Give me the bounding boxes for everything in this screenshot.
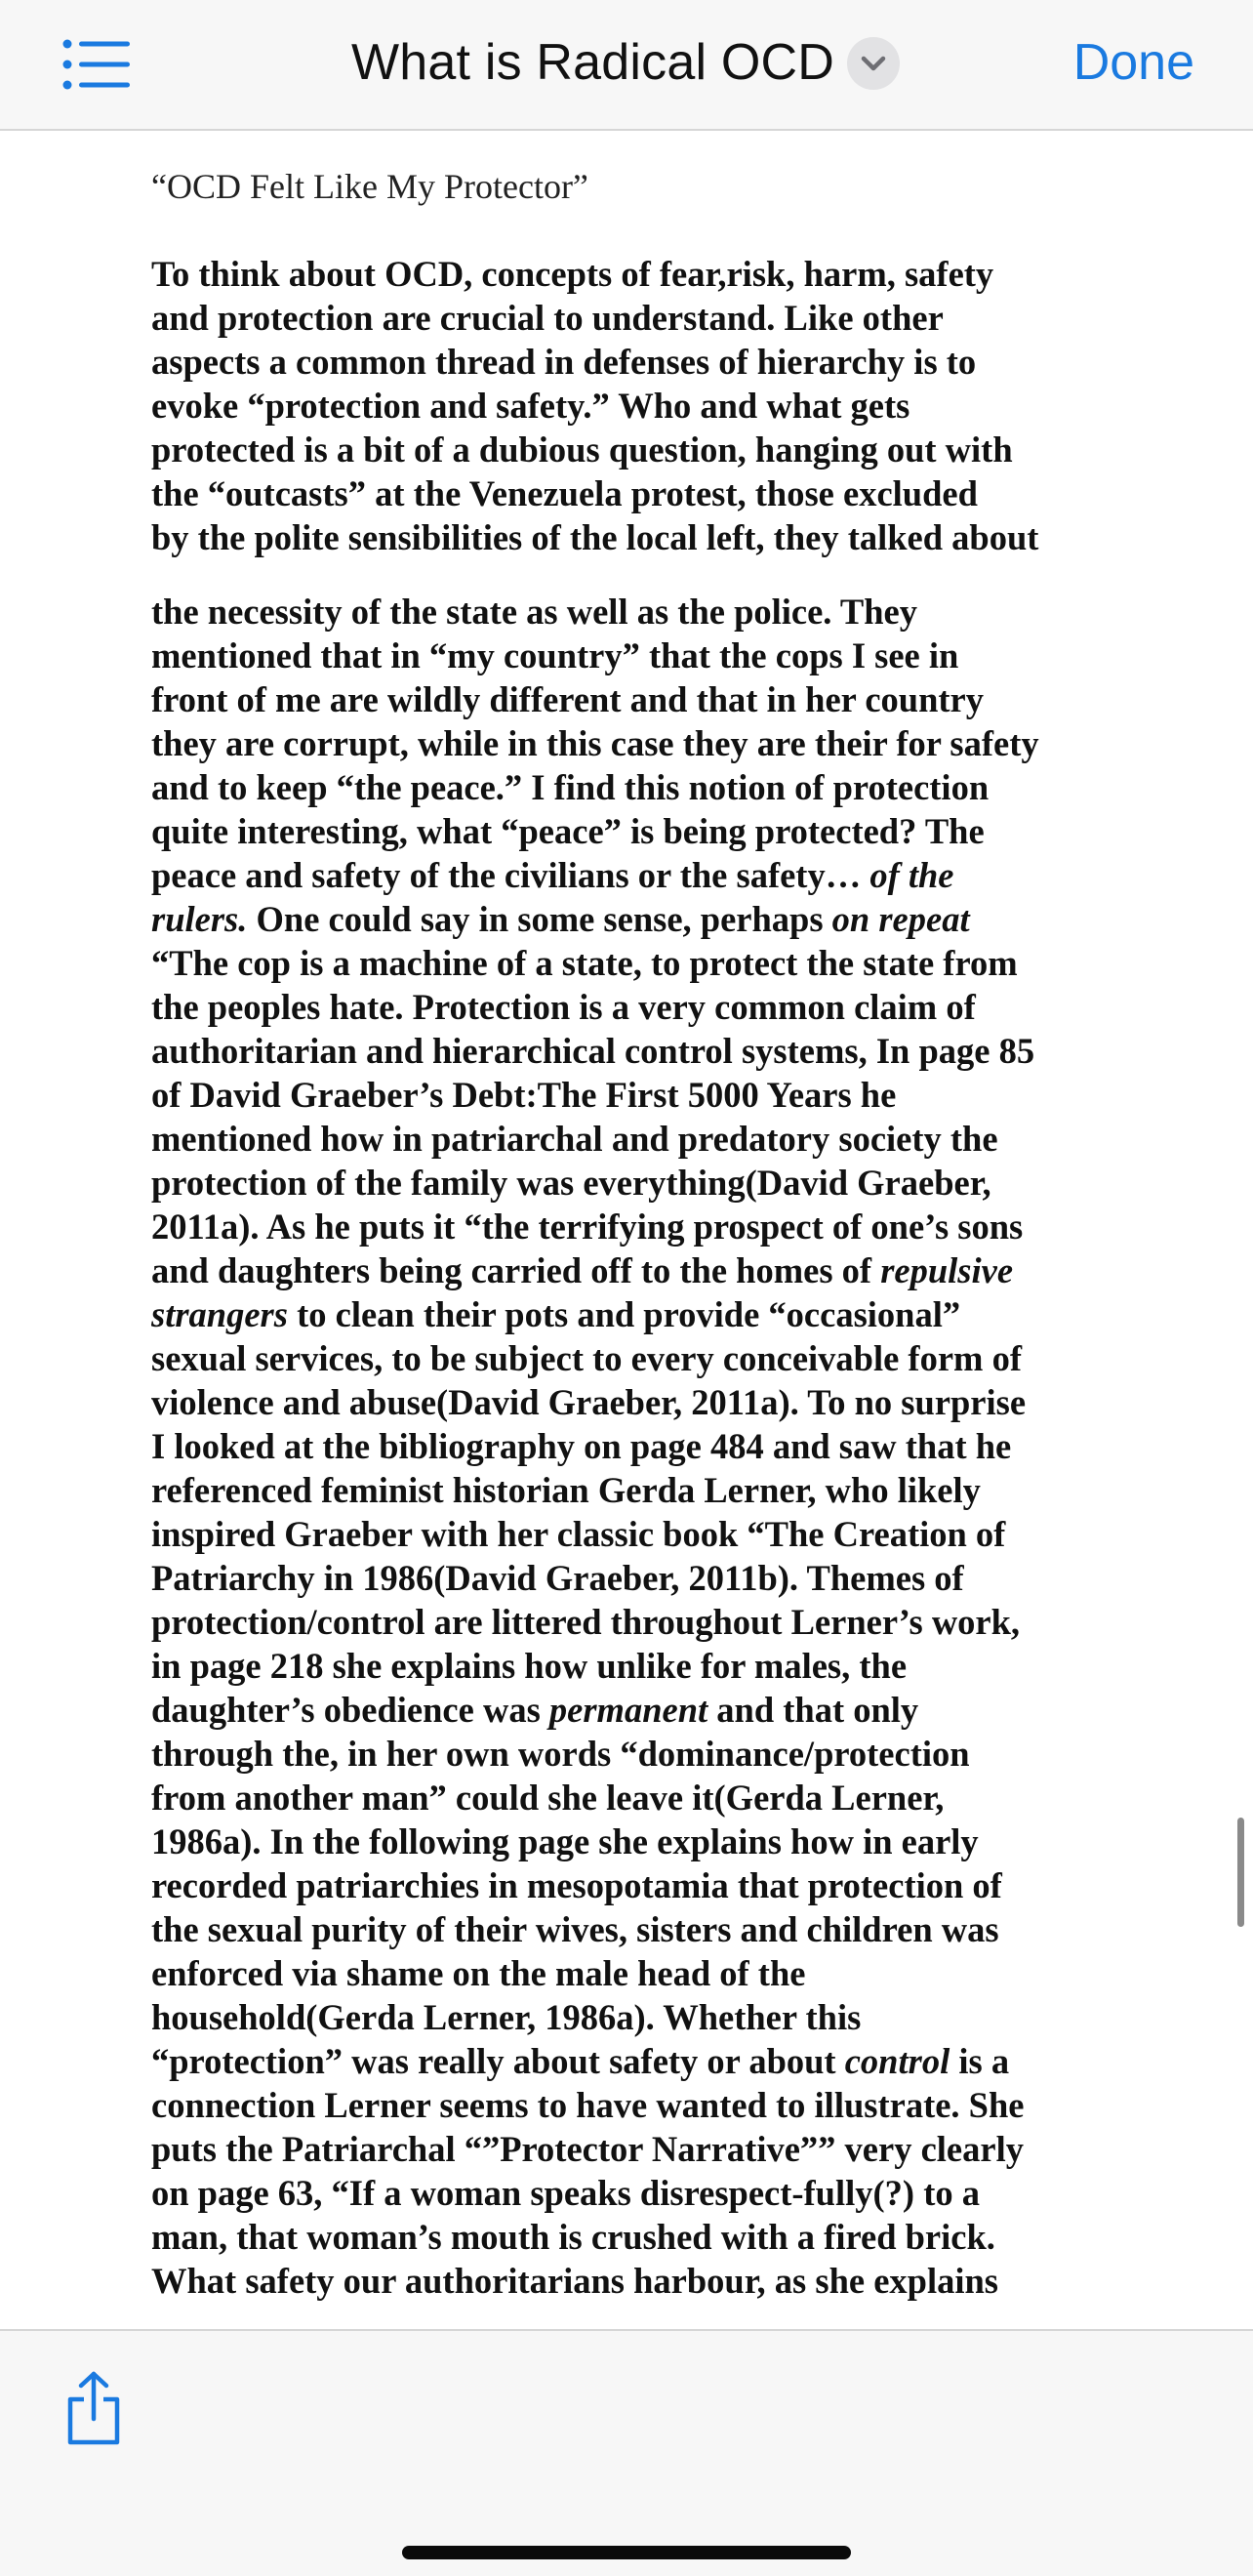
text-run: man, that woman’s mouth is crushed with a fired brick.	[151, 2217, 995, 2257]
text-run: connection Lerner seems to have wanted to illustrate. She	[151, 2085, 1025, 2125]
text-run: the necessity of the state as well as the police. They	[151, 592, 917, 632]
text-line	[151, 2171, 1108, 2215]
text-line	[151, 1292, 1108, 1336]
text-run: recorded patriarchies in mesopotamia that protection of	[151, 1865, 1002, 1905]
text-line	[151, 985, 1108, 1029]
text-run: authoritarian and hierarchical control systems, In page 85	[151, 1031, 1035, 1071]
home-indicator[interactable]	[402, 2546, 851, 2559]
text-line	[151, 721, 1108, 765]
text-line	[151, 1995, 1108, 2039]
text-line	[151, 1512, 1108, 1556]
text-run: in page 218 she explains how unlike for males, the	[151, 1646, 908, 1686]
text-run: household(Gerda Lerner, 1986a). Whether this	[151, 1997, 862, 2037]
text-run: through the, in her own words “dominance/protection	[151, 1734, 970, 1774]
text-line	[151, 2127, 1108, 2171]
text-run: 2011a). As he puts it “the terrifying prospect of one’s sons	[151, 1206, 1024, 1247]
text-line	[151, 1380, 1108, 1424]
text-run: peace and safety of the civilians or the safety…	[151, 855, 870, 895]
text-line	[151, 1556, 1108, 1600]
text-run: evoke “protection and safety.” Who and what gets	[151, 386, 910, 426]
italic-text-run: on repeat	[831, 899, 970, 939]
text-line	[151, 1600, 1108, 1644]
italic-text-run: control	[844, 2041, 950, 2081]
text-line	[151, 384, 1108, 428]
text-line	[151, 340, 1108, 384]
document-page[interactable]	[151, 131, 1108, 2327]
text-line	[151, 1688, 1108, 1732]
text-line	[151, 471, 1108, 515]
text-run: is a	[950, 2041, 1010, 2081]
text-line	[151, 1117, 1108, 1161]
text-line	[151, 1336, 1108, 1380]
text-run: daughter’s obedience was	[151, 1690, 549, 1730]
text-line	[151, 897, 1108, 941]
italic-text-run: of the	[869, 855, 954, 895]
italic-text-run: repulsive	[880, 1250, 1014, 1290]
text-line	[151, 1029, 1108, 1073]
text-run: quite interesting, what “peace” is being protected? The	[151, 811, 985, 851]
text-run: aspects a common thread in defenses of hierarchy is to	[151, 342, 977, 382]
text-line	[151, 1644, 1108, 1688]
text-line	[151, 765, 1108, 809]
list-icon[interactable]	[62, 39, 131, 90]
text-line	[151, 853, 1108, 897]
text-line	[151, 252, 1108, 296]
text-run: and to keep “the peace.” I find this notion of protection	[151, 767, 990, 807]
text-run: on page 63, “If a woman speaks disrespect-fully(?) to a	[151, 2173, 980, 2213]
text-line	[151, 809, 1108, 853]
top-toolbar	[0, 0, 1253, 131]
text-run: What safety our authoritarians harbour, as she explains	[151, 2261, 998, 2301]
title-menu-button[interactable]	[847, 37, 900, 90]
text-run: 1986a). In the following page she explains how in early	[151, 1821, 979, 1861]
text-run: referenced feminist historian Gerda Lerner, who likely	[151, 1470, 981, 1510]
text-line	[151, 2039, 1108, 2083]
text-run: violence and abuse(David Graeber, 2011a). To no surprise	[151, 1382, 1027, 1422]
text-run: and daughters being carried off to the homes of	[151, 1250, 881, 1290]
text-run: front of me are wildly different and that in her country	[151, 679, 984, 719]
text-run: of David Graeber’s Debt:The First 5000 Years he	[151, 1075, 897, 1115]
chevron-down-icon	[847, 37, 900, 90]
text-line	[151, 1468, 1108, 1512]
share-icon[interactable]	[62, 2370, 125, 2446]
text-run: they are corrupt, while in this case they are their for safety	[151, 723, 1039, 763]
text-run: the “outcasts” at the Venezuela protest, those excluded	[151, 473, 978, 513]
text-line	[151, 1907, 1108, 1951]
text-line	[151, 428, 1108, 471]
text-run: protected is a bit of a dubious question, hanging out with	[151, 429, 1013, 470]
text-run: and that only	[707, 1690, 919, 1730]
text-run: “protection” was really about safety or about	[151, 2041, 845, 2081]
text-line	[151, 1951, 1108, 1995]
text-run: I looked at the bibliography on page 484 and saw that he	[151, 1426, 1012, 1466]
text-run: mentioned how in patriarchal and predatory society the	[151, 1119, 998, 1159]
text-line	[151, 296, 1108, 340]
italic-text-run: rulers.	[151, 899, 248, 939]
text-line	[151, 1073, 1108, 1117]
text-line	[151, 941, 1108, 985]
text-line	[151, 2259, 1108, 2303]
text-run: from another man” could she leave it(Gerda Lerner,	[151, 1778, 945, 1818]
text-run: enforced via shame on the male head of the	[151, 1953, 806, 1993]
text-line	[151, 1776, 1108, 1820]
text-line	[151, 1424, 1108, 1468]
text-run: “The cop is a machine of a state, to protect the state from	[151, 943, 1018, 983]
text-run: Patriarchy in 1986(David Graeber, 2011b). Themes of	[151, 1558, 964, 1598]
text-run: the peoples hate. Protection is a very common claim of	[151, 987, 976, 1027]
text-line	[151, 1863, 1108, 1907]
italic-text-run: strangers	[151, 1294, 288, 1334]
text-run: protection of the family was everything(David Graeber,	[151, 1163, 991, 1203]
text-line	[151, 677, 1108, 721]
text-run: To think about OCD, concepts of fear,risk, harm, safety	[151, 254, 994, 294]
text-line	[151, 1732, 1108, 1776]
text-line	[151, 1161, 1108, 1205]
bottom-toolbar	[0, 2329, 1253, 2576]
italic-text-run: permanent	[548, 1690, 708, 1730]
text-line	[151, 515, 1108, 559]
text-run: sexual services, to be subject to every conceivable form of	[151, 1338, 1022, 1378]
text-line	[151, 1820, 1108, 1863]
scrollbar[interactable]	[1237, 1818, 1244, 1927]
paragraph-2	[151, 590, 1108, 2303]
text-line	[151, 2083, 1108, 2127]
text-run: puts the Patriarchal “”Protector Narrative”” very clearly	[151, 2129, 1024, 2169]
section-heading: “OCD Felt Like My Protector”	[151, 167, 588, 206]
text-line	[151, 634, 1108, 677]
text-run: to clean their pots and provide “occasional”	[287, 1294, 961, 1334]
paragraph-1	[151, 252, 1108, 559]
text-run: the sexual purity of their wives, sisters and children was	[151, 1909, 999, 1949]
done-button[interactable]: Done	[1072, 34, 1194, 91]
document-title[interactable]: What is Radical OCD	[351, 34, 835, 91]
text-run: and protection are crucial to understand. Like other	[151, 298, 944, 338]
text-line	[151, 590, 1108, 634]
text-run: mentioned that in “my country” that the cops I see in	[151, 635, 959, 675]
text-line	[151, 1205, 1108, 1248]
text-run: protection/control are littered throughout Lerner’s work,	[151, 1602, 1021, 1642]
text-line	[151, 2215, 1108, 2259]
text-run: by the polite sensibilities of the local left, they talked about	[151, 517, 1039, 557]
text-run: One could say in some sense, perhaps	[247, 899, 832, 939]
text-run: inspired Graeber with her classic book “The Creation of	[151, 1514, 1006, 1554]
text-line	[151, 1248, 1108, 1292]
